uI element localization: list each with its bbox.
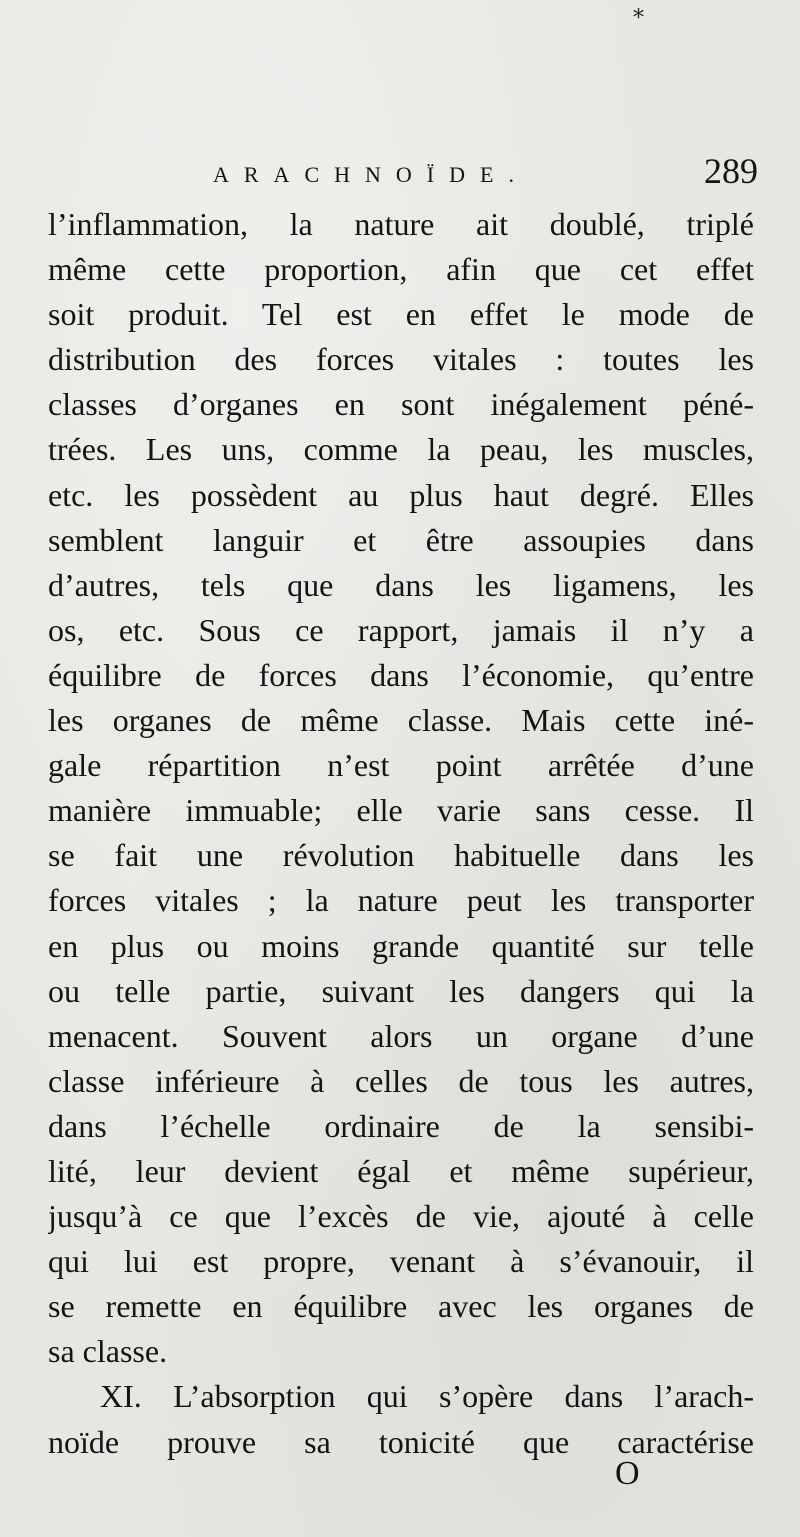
text-line: équilibre de forces dans l’économie, qu’entre [48,656,754,693]
section-heading-line: XI. L’absorption qui s’opère dans l’arach- [100,1378,754,1415]
text-line: os, etc. Sous ce rapport, jamais il n’y a [48,611,754,648]
text-line: forces vitales ; la nature peut les transporter [48,882,754,919]
text-line: les organes de même classe. Mais cette iné- [48,702,754,739]
text-line: dans l’échelle ordinaire de la sensibi- [48,1107,754,1144]
text-line: sa classe. [48,1333,168,1370]
page-number: 289 [704,151,758,191]
text-line: lité, leur devient égal et même supérieur, [48,1152,754,1189]
text-line: trées. Les uns, comme la peau, les muscles, [48,431,754,468]
text-line: en plus ou moins grande quantité sur telle [48,927,754,964]
text-line: ou telle partie, suivant les dangers qui la [48,972,754,1009]
text-line: soit produit. Tel est en effet le mode de [48,296,754,333]
text-line: classes d’organes en sont inégalement péné- [48,386,754,423]
text-line: même cette proportion, afin que cet effet [48,251,754,288]
text-line: se remette en équilibre avec les organes de [48,1288,754,1325]
text-line: noïde prouve sa tonicité que caractérise [48,1423,754,1460]
text-line: etc. les possèdent au plus haut degré. Elles [48,476,754,513]
text-line: semblent languir et être assoupies dans [48,521,754,558]
text-line: qui lui est propre, venant à s’évanouir, il [48,1243,754,1280]
text-line: jusqu’à ce que l’excès de vie, ajouté à celle [48,1198,754,1235]
corner-mark: * [633,6,644,31]
signature-mark: O [615,1455,640,1492]
text-line: se fait une révolution habituelle dans les [48,837,754,874]
text-line: distribution des forces vitales : toutes les [48,341,754,378]
text-line: l’inflammation, la nature ait doublé, triplé [48,206,754,242]
body-text [48,202,754,1465]
text-line: menacent. Souvent alors un organe d’une [48,1017,754,1054]
running-head [48,150,758,200]
text-line: classe inférieure à celles de tous les autres, [48,1062,754,1099]
text-line: manière immuable; elle varie sans cesse. Il [48,792,754,829]
text-line: gale répartition n’est point arrêtée d’une [48,747,754,784]
running-title: ARACHNOÏDE. [213,162,529,187]
text-line: d’autres, tels que dans les ligamens, les [48,566,754,603]
